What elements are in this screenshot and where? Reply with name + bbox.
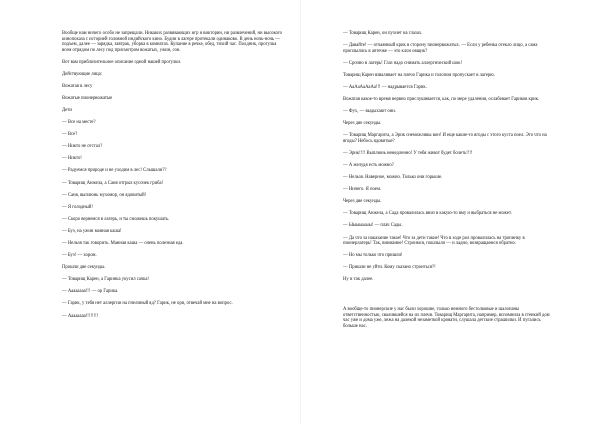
paragraph: — Буэ, на ужин манная каша! [62,228,122,234]
paragraph: Товарищ Карен взваливает на плечо Гарика и голопом пропускает в лагерю. [343,72,495,78]
paragraph: — Все? [62,132,78,138]
paragraph: — Саня, выплюнь мухомор, он ядовитый! [62,192,147,198]
paragraph: Вожатая какое-то время нервно прислушивается, как, по мере удаления, ослабевает Гариков крик. [343,96,540,102]
paragraph: — Да что за наказание такое! Что за дети такие! Что в ходе рол провалилась на тропинку в пионерлагерь! Так, внимание! Строимся, пошлыли — и ладно, возвращаемся обратно. [343,235,525,246]
paragraph-gap [343,289,552,307]
paragraph: — Никто не отстал? [62,144,103,150]
paragraph: Через две секунды. [343,121,382,127]
paragraph: — Я голодный! [62,204,93,210]
paragraph: — Аааааааа!!!!!!!! [62,313,99,319]
paragraph: — Никто! [62,156,82,162]
paragraph: — Эрик!!!! Выплюнь немедленно! У тебя живот будет болеть!!!! [343,150,473,156]
paragraph: Через две секунды. [343,199,382,205]
right-page [300,0,600,424]
paragraph: Прошли две секунды. [62,265,106,271]
paragraph: — Буэ! — хором. [62,253,97,259]
paragraph: — Нельзя. Наверное, можно. Только они горькие. [343,175,443,181]
paragraph: Вожатые пионервожатые [62,95,113,101]
paragraph: — Радуемся природе и не уходим в лес! Слышали?? [62,168,167,174]
paragraph: — АаАаАаАаАа!!! — надрывается Гарик. [343,84,427,90]
paragraph: — Аааааааа!!! — ор Гарика. [62,289,119,295]
paragraph: — Срочно в лагерь! Глаз надо снимать аллергический шок! [343,60,463,66]
paragraph: — Нельзя так говорить. Манная каша — очень полезная еда. [62,241,184,246]
paragraph: — Фух, — выдыхают они. [343,109,396,115]
paragraph: — А желудя есть можно? [343,162,394,168]
paragraph: — Товарищ Карен, он пухнет на глазах. [343,31,423,36]
paragraph: Действующие лица: [62,71,102,77]
paragraph: — Гарик, у тебя нет аллергии на пчелиный яд? Гарик, не ори, отвечай мне на вопрос. [62,301,233,307]
paragraph: — Давайте! — отчаянный крик в сторону пионервожатых. — Если у ребенка отекло лицо, а сама проплылись в аптечке — это клон овщик? [343,43,538,54]
paragraph: — Пришли не уйти. Кому сказано строиться?! [343,265,436,271]
paragraph: — Ыыыыыыы! — плач Сады. [343,223,403,229]
paragraph: Ну и так далее. [343,277,374,283]
paragraph: — Товарищ Анжела, а Сада провалилась вниз в какую-то яму и выбраться не может. [343,211,512,217]
paragraph: — Товарищ Анжела, а Саня отгрыз кусочек гриба! [62,180,164,186]
paragraph: Дети [62,107,72,113]
paragraph: Вот вам приблизительное описание одной нашей прогулки. [62,59,182,65]
paragraph: Вообще нам ничего особо не запрещали. Никаких развивающих игр и викторин, ни развлечений, ни высокого кинопоказа с историей головной индийского кино. Будни в лагере протекали одинаково. В день ночь-ночь — подъем, далее — зарядка, завтрак, уборка в комнатах. Купание в речке, обед, тихий час. Полдник, прогулка всем отрядом по лесу под присмотром вожатых, ужин, сон. [62,31,283,53]
paragraph: — Ничего. Я поем. [343,187,382,193]
right-paragraphs [343,31,552,283]
paragraph: — Товарищ Карен, а Гаринка укусил сачка! [62,277,149,283]
paragraph: — Товарищ Маргарита, а Эрик снеможливы вон! И еще какие-то ягоды с этого куста поел. Это что на ягоды? Небось ядовитые? [343,133,547,144]
paragraph: — Все на месте? [62,120,96,126]
paragraph: — Скоро вернемся в лагерь, и ты сможешь покушать. [62,216,170,222]
paragraph: Вожатая в лесу [62,83,93,89]
closing-paragraph: А вообще-то пионерские у нас были хорошие, только немного бестолковые и шалопаны ответственностью, свалившейся на их плечи. Товарищ Маргарита, например, вспомнила в стенкий дом час уже и дома уже, лежа на далекой незаметкой кровати, слушала детские страшилки. И пугались больше нас. [343,307,550,329]
paragraph: — Но мы только что пришли! [343,253,403,259]
